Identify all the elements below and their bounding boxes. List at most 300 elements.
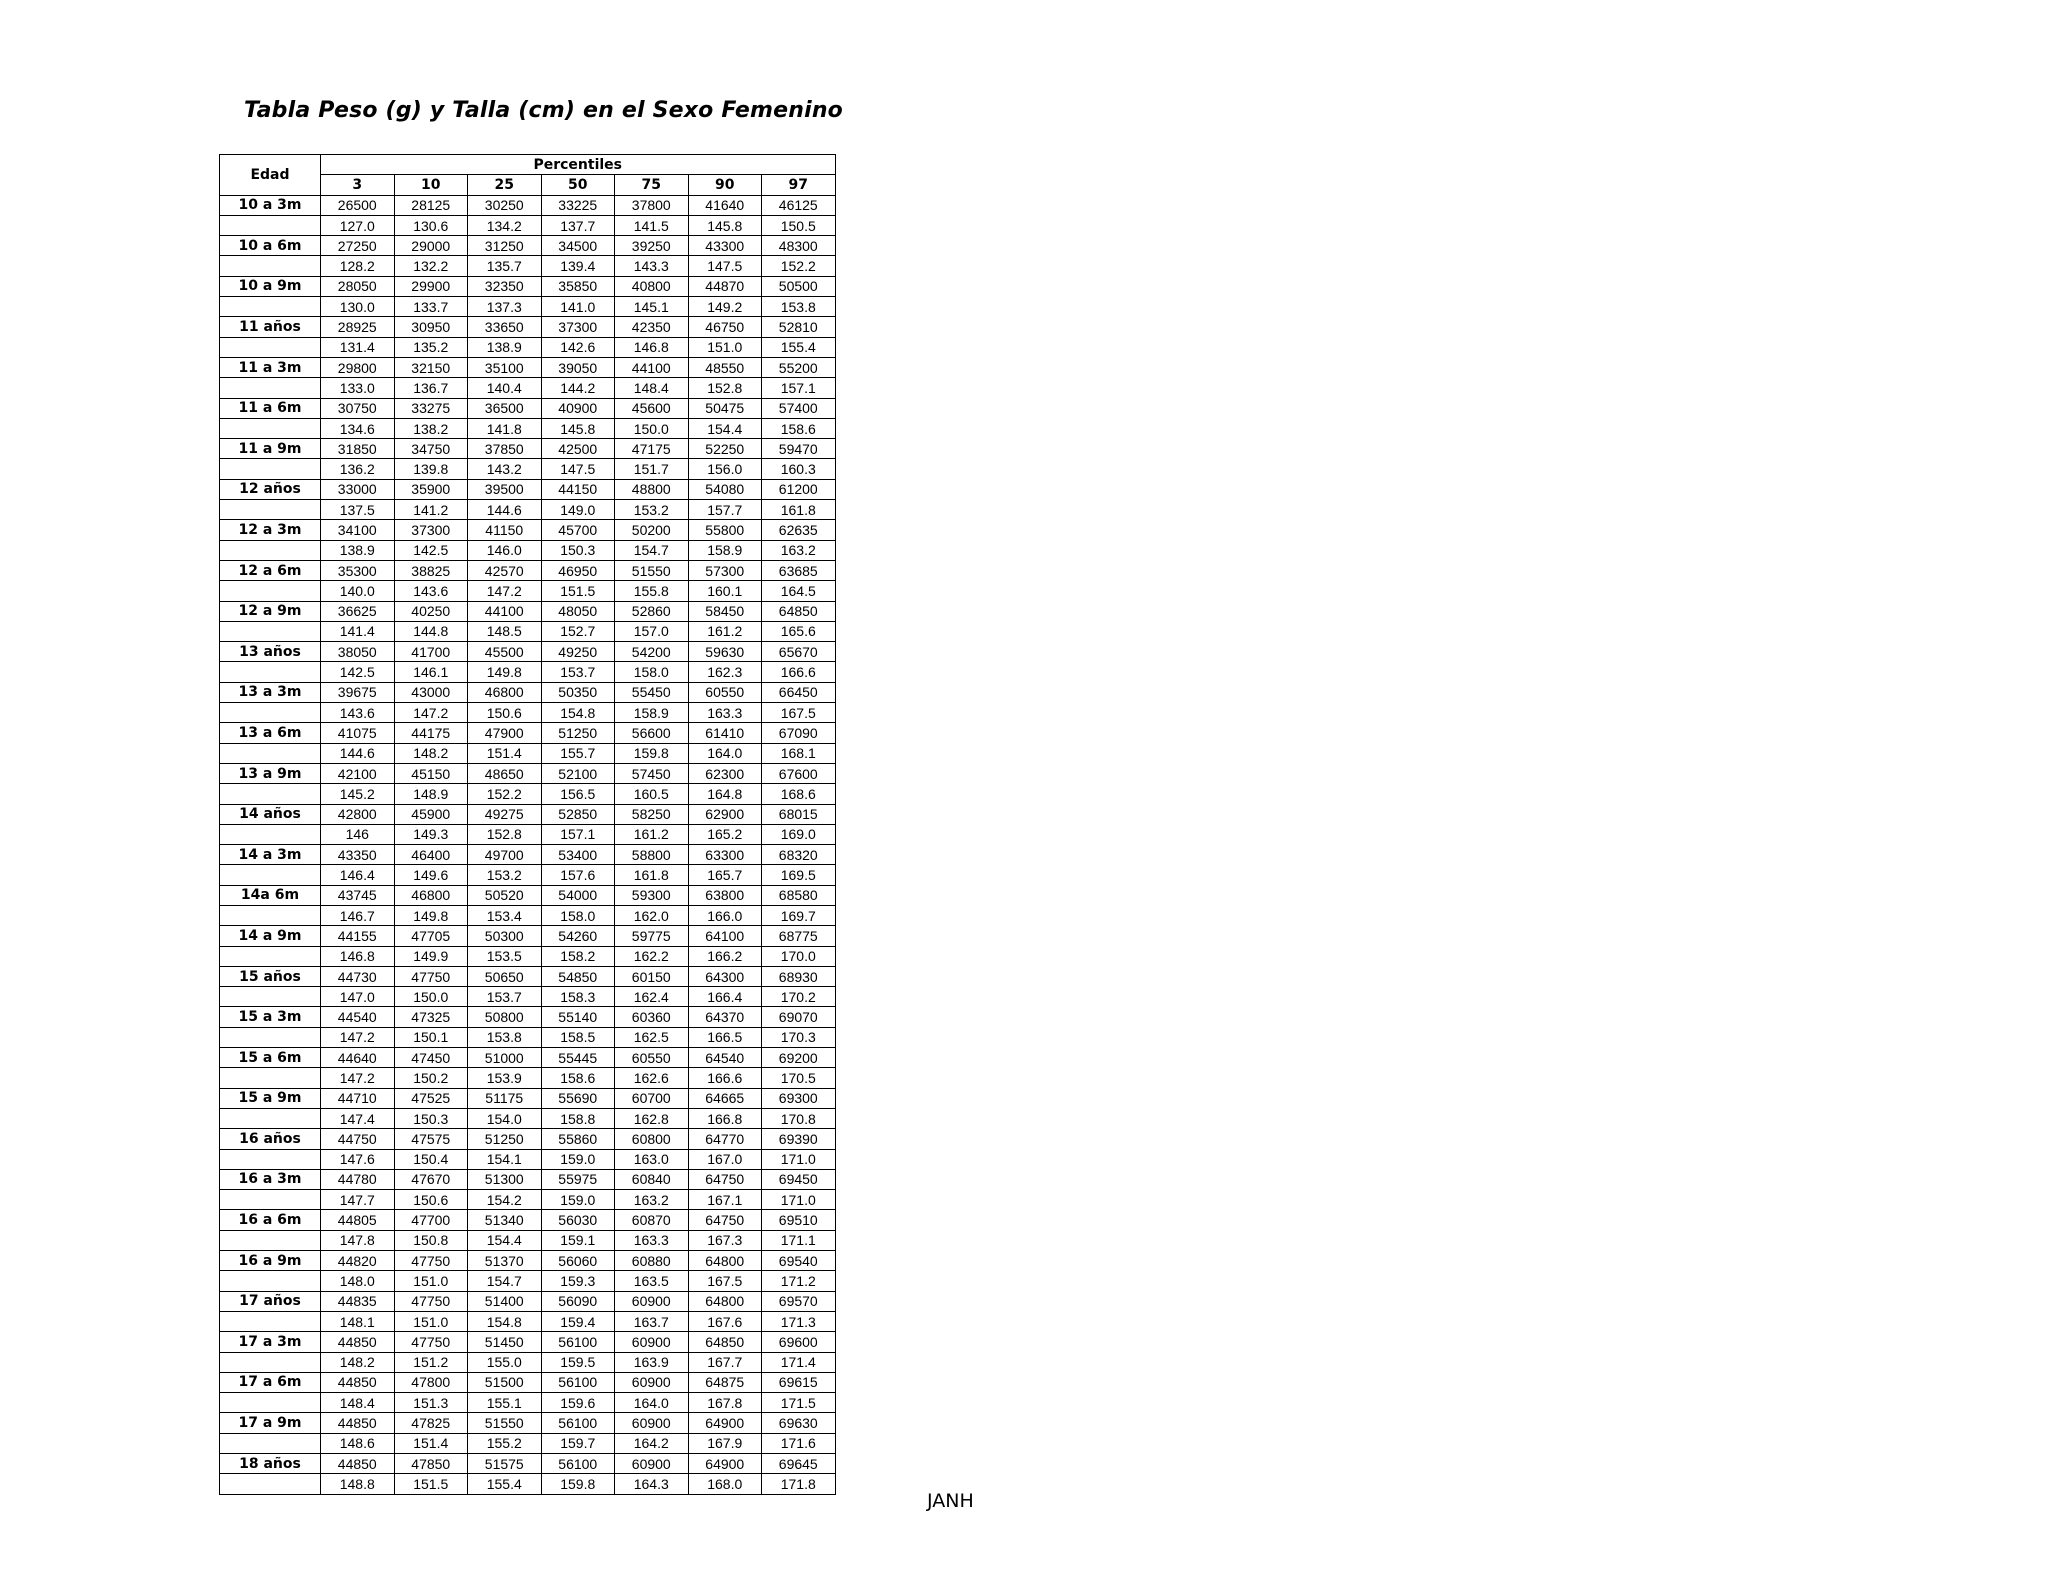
table-row-peso	[220, 885, 836, 905]
peso-cell: 69510	[762, 1210, 836, 1230]
talla-cell: 141.4	[321, 621, 395, 641]
peso-cell: 69630	[762, 1413, 836, 1433]
talla-cell: 132.2	[394, 256, 468, 276]
age-blank-cell	[220, 662, 321, 682]
peso-cell: 55690	[541, 1088, 615, 1108]
peso-cell: 33650	[468, 317, 542, 337]
peso-cell: 59300	[615, 885, 689, 905]
peso-cell: 61410	[688, 723, 762, 743]
peso-cell: 40250	[394, 601, 468, 621]
peso-cell: 40900	[541, 398, 615, 418]
peso-cell: 64900	[688, 1413, 762, 1433]
table-row-talla	[220, 581, 836, 601]
age-label: 13 a 3m	[220, 682, 321, 702]
talla-cell: 168.0	[688, 1474, 762, 1494]
talla-cell: 147.5	[541, 459, 615, 479]
talla-cell: 166.0	[688, 905, 762, 925]
age-label: 12 a 6m	[220, 560, 321, 580]
peso-cell: 37300	[394, 520, 468, 540]
peso-cell: 47525	[394, 1088, 468, 1108]
peso-cell: 39500	[468, 479, 542, 499]
table-row-talla	[220, 540, 836, 560]
talla-cell: 153.8	[762, 297, 836, 317]
talla-cell: 136.7	[394, 378, 468, 398]
peso-cell: 45500	[468, 642, 542, 662]
table-row-talla	[220, 378, 836, 398]
talla-cell: 163.3	[615, 1230, 689, 1250]
peso-cell: 69300	[762, 1088, 836, 1108]
peso-cell: 63800	[688, 885, 762, 905]
talla-cell: 159.8	[541, 1474, 615, 1494]
talla-cell: 166.6	[762, 662, 836, 682]
table-row-peso	[220, 682, 836, 702]
talla-cell: 160.3	[762, 459, 836, 479]
peso-cell: 44750	[321, 1129, 395, 1149]
talla-cell: 141.5	[615, 215, 689, 235]
age-blank-cell	[220, 540, 321, 560]
talla-cell: 167.3	[688, 1230, 762, 1250]
peso-cell: 50350	[541, 682, 615, 702]
talla-cell: 156.0	[688, 459, 762, 479]
peso-cell: 60900	[615, 1454, 689, 1474]
peso-cell: 56100	[541, 1413, 615, 1433]
age-blank-cell	[220, 743, 321, 763]
percentile-header-50: 50	[541, 175, 615, 195]
age-label: 11 a 6m	[220, 398, 321, 418]
talla-cell: 150.0	[394, 987, 468, 1007]
talla-cell: 150.6	[394, 1190, 468, 1210]
talla-cell: 158.3	[541, 987, 615, 1007]
age-blank-cell	[220, 297, 321, 317]
peso-cell: 42570	[468, 560, 542, 580]
talla-cell: 171.0	[762, 1190, 836, 1210]
peso-cell: 41075	[321, 723, 395, 743]
table-row-talla	[220, 987, 836, 1007]
peso-cell: 64770	[688, 1129, 762, 1149]
age-blank-cell	[220, 621, 321, 641]
peso-cell: 55445	[541, 1048, 615, 1068]
peso-cell: 47575	[394, 1129, 468, 1149]
talla-cell: 152.7	[541, 621, 615, 641]
talla-cell: 138.9	[468, 337, 542, 357]
age-label: 15 a 3m	[220, 1007, 321, 1027]
peso-cell: 55140	[541, 1007, 615, 1027]
peso-cell: 64750	[688, 1169, 762, 1189]
peso-cell: 60360	[615, 1007, 689, 1027]
peso-cell: 44820	[321, 1251, 395, 1271]
age-label: 13 a 6m	[220, 723, 321, 743]
peso-cell: 38050	[321, 642, 395, 662]
talla-cell: 155.4	[762, 337, 836, 357]
table-row-peso	[220, 1048, 836, 1068]
talla-cell: 167.8	[688, 1393, 762, 1413]
age-blank-cell	[220, 378, 321, 398]
talla-cell: 133.7	[394, 297, 468, 317]
talla-cell: 171.4	[762, 1352, 836, 1372]
talla-cell: 158.9	[688, 540, 762, 560]
peso-cell: 44870	[688, 276, 762, 296]
talla-cell: 149.3	[394, 824, 468, 844]
talla-cell: 139.4	[541, 256, 615, 276]
peso-cell: 35850	[541, 276, 615, 296]
peso-cell: 51250	[468, 1129, 542, 1149]
talla-cell: 141.8	[468, 418, 542, 438]
talla-cell: 162.0	[615, 905, 689, 925]
table-row-peso	[220, 357, 836, 377]
talla-cell: 165.6	[762, 621, 836, 641]
talla-cell: 155.4	[468, 1474, 542, 1494]
age-column-header: Edad	[220, 155, 321, 196]
peso-cell: 50520	[468, 885, 542, 905]
age-label: 17 a 3m	[220, 1332, 321, 1352]
peso-cell: 45700	[541, 520, 615, 540]
age-blank-cell	[220, 784, 321, 804]
peso-cell: 51175	[468, 1088, 542, 1108]
age-label: 14 años	[220, 804, 321, 824]
peso-cell: 47750	[394, 1291, 468, 1311]
peso-cell: 60550	[615, 1048, 689, 1068]
peso-cell: 29000	[394, 236, 468, 256]
percentile-header-25: 25	[468, 175, 542, 195]
age-blank-cell	[220, 1393, 321, 1413]
age-blank-cell	[220, 1311, 321, 1331]
age-label: 11 a 9m	[220, 439, 321, 459]
talla-cell: 145.8	[541, 418, 615, 438]
talla-cell: 148.2	[321, 1352, 395, 1372]
talla-cell: 157.1	[541, 824, 615, 844]
talla-cell: 146	[321, 824, 395, 844]
peso-cell: 47325	[394, 1007, 468, 1027]
peso-cell: 50475	[688, 398, 762, 418]
talla-cell: 170.8	[762, 1108, 836, 1128]
talla-cell: 152.8	[468, 824, 542, 844]
talla-cell: 151.0	[394, 1271, 468, 1291]
talla-cell: 166.8	[688, 1108, 762, 1128]
age-blank-cell	[220, 1433, 321, 1453]
table-row-talla	[220, 1474, 836, 1494]
talla-cell: 148.8	[321, 1474, 395, 1494]
talla-cell: 155.0	[468, 1352, 542, 1372]
talla-cell: 143.2	[468, 459, 542, 479]
peso-cell: 44710	[321, 1088, 395, 1108]
peso-cell: 42100	[321, 763, 395, 783]
talla-cell: 153.5	[468, 946, 542, 966]
peso-cell: 47705	[394, 926, 468, 946]
talla-cell: 146.7	[321, 905, 395, 925]
peso-cell: 44850	[321, 1332, 395, 1352]
peso-cell: 56100	[541, 1372, 615, 1392]
talla-cell: 140.0	[321, 581, 395, 601]
table-row-talla	[220, 337, 836, 357]
talla-cell: 163.7	[615, 1311, 689, 1331]
peso-cell: 45150	[394, 763, 468, 783]
percentile-header-97: 97	[762, 175, 836, 195]
table-row-peso	[220, 317, 836, 337]
peso-cell: 31850	[321, 439, 395, 459]
peso-cell: 36625	[321, 601, 395, 621]
peso-cell: 41640	[688, 195, 762, 215]
talla-cell: 144.8	[394, 621, 468, 641]
table-row-peso	[220, 1210, 836, 1230]
talla-cell: 154.2	[468, 1190, 542, 1210]
talla-cell: 134.2	[468, 215, 542, 235]
age-blank-cell	[220, 1190, 321, 1210]
talla-cell: 159.1	[541, 1230, 615, 1250]
peso-cell: 41150	[468, 520, 542, 540]
peso-cell: 67600	[762, 763, 836, 783]
peso-cell: 33000	[321, 479, 395, 499]
talla-cell: 149.8	[394, 905, 468, 925]
peso-cell: 56100	[541, 1454, 615, 1474]
talla-cell: 144.6	[321, 743, 395, 763]
age-label: 10 a 3m	[220, 195, 321, 215]
table-row-peso	[220, 1251, 836, 1271]
talla-cell: 157.1	[762, 378, 836, 398]
peso-cell: 55450	[615, 682, 689, 702]
talla-cell: 135.2	[394, 337, 468, 357]
talla-cell: 170.0	[762, 946, 836, 966]
talla-cell: 165.7	[688, 865, 762, 885]
peso-cell: 44150	[541, 479, 615, 499]
peso-cell: 69450	[762, 1169, 836, 1189]
peso-cell: 51550	[615, 560, 689, 580]
page-title: Tabla Peso (g) y Talla (cm) en el Sexo Femenino	[244, 98, 843, 123]
peso-cell: 64875	[688, 1372, 762, 1392]
talla-cell: 167.5	[762, 703, 836, 723]
talla-cell: 147.2	[394, 703, 468, 723]
peso-cell: 41700	[394, 642, 468, 662]
peso-cell: 27250	[321, 236, 395, 256]
talla-cell: 146.1	[394, 662, 468, 682]
talla-cell: 161.8	[762, 500, 836, 520]
talla-cell: 142.5	[321, 662, 395, 682]
table-row-peso	[220, 1454, 836, 1474]
peso-cell: 60880	[615, 1251, 689, 1271]
table-row-peso	[220, 1372, 836, 1392]
table-row-talla	[220, 1271, 836, 1291]
peso-cell: 52810	[762, 317, 836, 337]
table-row-peso	[220, 1007, 836, 1027]
peso-cell: 32350	[468, 276, 542, 296]
peso-cell: 55200	[762, 357, 836, 377]
talla-cell: 148.0	[321, 1271, 395, 1291]
talla-cell: 151.3	[394, 1393, 468, 1413]
talla-cell: 150.8	[394, 1230, 468, 1250]
age-label: 10 a 6m	[220, 236, 321, 256]
peso-cell: 28925	[321, 317, 395, 337]
age-blank-cell	[220, 581, 321, 601]
author-initials: JANH	[927, 1490, 974, 1512]
talla-cell: 152.2	[468, 784, 542, 804]
table-row-talla	[220, 703, 836, 723]
talla-cell: 158.9	[615, 703, 689, 723]
age-blank-cell	[220, 987, 321, 1007]
peso-cell: 52250	[688, 439, 762, 459]
age-blank-cell	[220, 905, 321, 925]
talla-cell: 147.6	[321, 1149, 395, 1169]
peso-cell: 37300	[541, 317, 615, 337]
peso-cell: 34500	[541, 236, 615, 256]
table-row-peso	[220, 926, 836, 946]
talla-cell: 147.0	[321, 987, 395, 1007]
peso-cell: 33225	[541, 195, 615, 215]
peso-cell: 64300	[688, 966, 762, 986]
table-row-talla	[220, 1108, 836, 1128]
age-label: 17 años	[220, 1291, 321, 1311]
talla-cell: 159.8	[615, 743, 689, 763]
talla-cell: 167.0	[688, 1149, 762, 1169]
peso-cell: 55860	[541, 1129, 615, 1149]
talla-cell: 147.2	[321, 1068, 395, 1088]
talla-cell: 158.0	[615, 662, 689, 682]
talla-cell: 159.0	[541, 1190, 615, 1210]
peso-cell: 49250	[541, 642, 615, 662]
peso-cell: 44100	[615, 357, 689, 377]
peso-cell: 60870	[615, 1210, 689, 1230]
peso-cell: 42800	[321, 804, 395, 824]
peso-cell: 67090	[762, 723, 836, 743]
age-blank-cell	[220, 865, 321, 885]
peso-cell: 44155	[321, 926, 395, 946]
age-label: 13 a 9m	[220, 763, 321, 783]
peso-cell: 60900	[615, 1332, 689, 1352]
peso-cell: 47750	[394, 1332, 468, 1352]
peso-cell: 51500	[468, 1372, 542, 1392]
peso-cell: 60840	[615, 1169, 689, 1189]
peso-cell: 50800	[468, 1007, 542, 1027]
talla-cell: 151.7	[615, 459, 689, 479]
peso-cell: 68775	[762, 926, 836, 946]
peso-cell: 47450	[394, 1048, 468, 1068]
age-label: 16 a 6m	[220, 1210, 321, 1230]
table-row-talla	[220, 824, 836, 844]
peso-cell: 39050	[541, 357, 615, 377]
talla-cell: 154.8	[541, 703, 615, 723]
age-label: 15 a 9m	[220, 1088, 321, 1108]
talla-cell: 155.1	[468, 1393, 542, 1413]
age-blank-cell	[220, 1474, 321, 1494]
talla-cell: 150.1	[394, 1027, 468, 1047]
peso-cell: 51450	[468, 1332, 542, 1352]
peso-cell: 47850	[394, 1454, 468, 1474]
peso-cell: 58800	[615, 845, 689, 865]
peso-cell: 52860	[615, 601, 689, 621]
peso-cell: 50500	[762, 276, 836, 296]
age-label: 14 a 3m	[220, 845, 321, 865]
peso-cell: 35900	[394, 479, 468, 499]
age-label: 14 a 9m	[220, 926, 321, 946]
peso-cell: 44850	[321, 1372, 395, 1392]
talla-cell: 159.4	[541, 1311, 615, 1331]
age-blank-cell	[220, 215, 321, 235]
talla-cell: 133.0	[321, 378, 395, 398]
table-row-peso	[220, 479, 836, 499]
table-row-talla	[220, 1393, 836, 1413]
talla-cell: 141.0	[541, 297, 615, 317]
table-row-peso	[220, 398, 836, 418]
table-row-talla	[220, 662, 836, 682]
age-blank-cell	[220, 1108, 321, 1128]
talla-cell: 159.5	[541, 1352, 615, 1372]
peso-cell: 69200	[762, 1048, 836, 1068]
talla-cell: 151.5	[394, 1474, 468, 1494]
peso-cell: 69540	[762, 1251, 836, 1271]
talla-cell: 148.5	[468, 621, 542, 641]
peso-cell: 69615	[762, 1372, 836, 1392]
growth-table	[219, 154, 836, 1495]
talla-cell: 147.8	[321, 1230, 395, 1250]
talla-cell: 169.5	[762, 865, 836, 885]
peso-cell: 47175	[615, 439, 689, 459]
talla-cell: 130.6	[394, 215, 468, 235]
talla-cell: 142.6	[541, 337, 615, 357]
peso-cell: 64850	[688, 1332, 762, 1352]
talla-cell: 164.2	[615, 1433, 689, 1453]
table-body	[220, 155, 836, 1495]
age-label: 17 a 6m	[220, 1372, 321, 1392]
table-row-talla	[220, 784, 836, 804]
table-row-peso	[220, 642, 836, 662]
talla-cell: 148.6	[321, 1433, 395, 1453]
peso-cell: 51400	[468, 1291, 542, 1311]
peso-cell: 38825	[394, 560, 468, 580]
talla-cell: 171.5	[762, 1393, 836, 1413]
peso-cell: 46125	[762, 195, 836, 215]
peso-cell: 44540	[321, 1007, 395, 1027]
peso-cell: 64800	[688, 1251, 762, 1271]
peso-cell: 51370	[468, 1251, 542, 1271]
peso-cell: 54080	[688, 479, 762, 499]
talla-cell: 164.5	[762, 581, 836, 601]
talla-cell: 160.5	[615, 784, 689, 804]
age-label: 12 a 9m	[220, 601, 321, 621]
peso-cell: 60900	[615, 1413, 689, 1433]
age-label: 14a 6m	[220, 885, 321, 905]
age-blank-cell	[220, 500, 321, 520]
talla-cell: 171.1	[762, 1230, 836, 1250]
table-row-talla	[220, 1190, 836, 1210]
table-row-peso	[220, 236, 836, 256]
peso-cell: 63300	[688, 845, 762, 865]
peso-cell: 60900	[615, 1372, 689, 1392]
table-row-talla	[220, 1352, 836, 1372]
talla-cell: 149.9	[394, 946, 468, 966]
talla-cell: 170.5	[762, 1068, 836, 1088]
talla-cell: 137.3	[468, 297, 542, 317]
peso-cell: 28050	[321, 276, 395, 296]
talla-cell: 165.2	[688, 824, 762, 844]
table-row-talla	[220, 865, 836, 885]
table-row-peso	[220, 439, 836, 459]
talla-cell: 150.6	[468, 703, 542, 723]
talla-cell: 148.2	[394, 743, 468, 763]
peso-cell: 69645	[762, 1454, 836, 1474]
peso-cell: 47900	[468, 723, 542, 743]
table-row-talla	[220, 1230, 836, 1250]
peso-cell: 50300	[468, 926, 542, 946]
peso-cell: 48300	[762, 236, 836, 256]
talla-cell: 161.2	[615, 824, 689, 844]
table-row-talla	[220, 297, 836, 317]
talla-cell: 159.0	[541, 1149, 615, 1169]
talla-cell: 157.6	[541, 865, 615, 885]
peso-cell: 64800	[688, 1291, 762, 1311]
peso-cell: 51000	[468, 1048, 542, 1068]
talla-cell: 159.6	[541, 1393, 615, 1413]
talla-cell: 154.1	[468, 1149, 542, 1169]
age-label: 12 años	[220, 479, 321, 499]
table-row-peso	[220, 520, 836, 540]
